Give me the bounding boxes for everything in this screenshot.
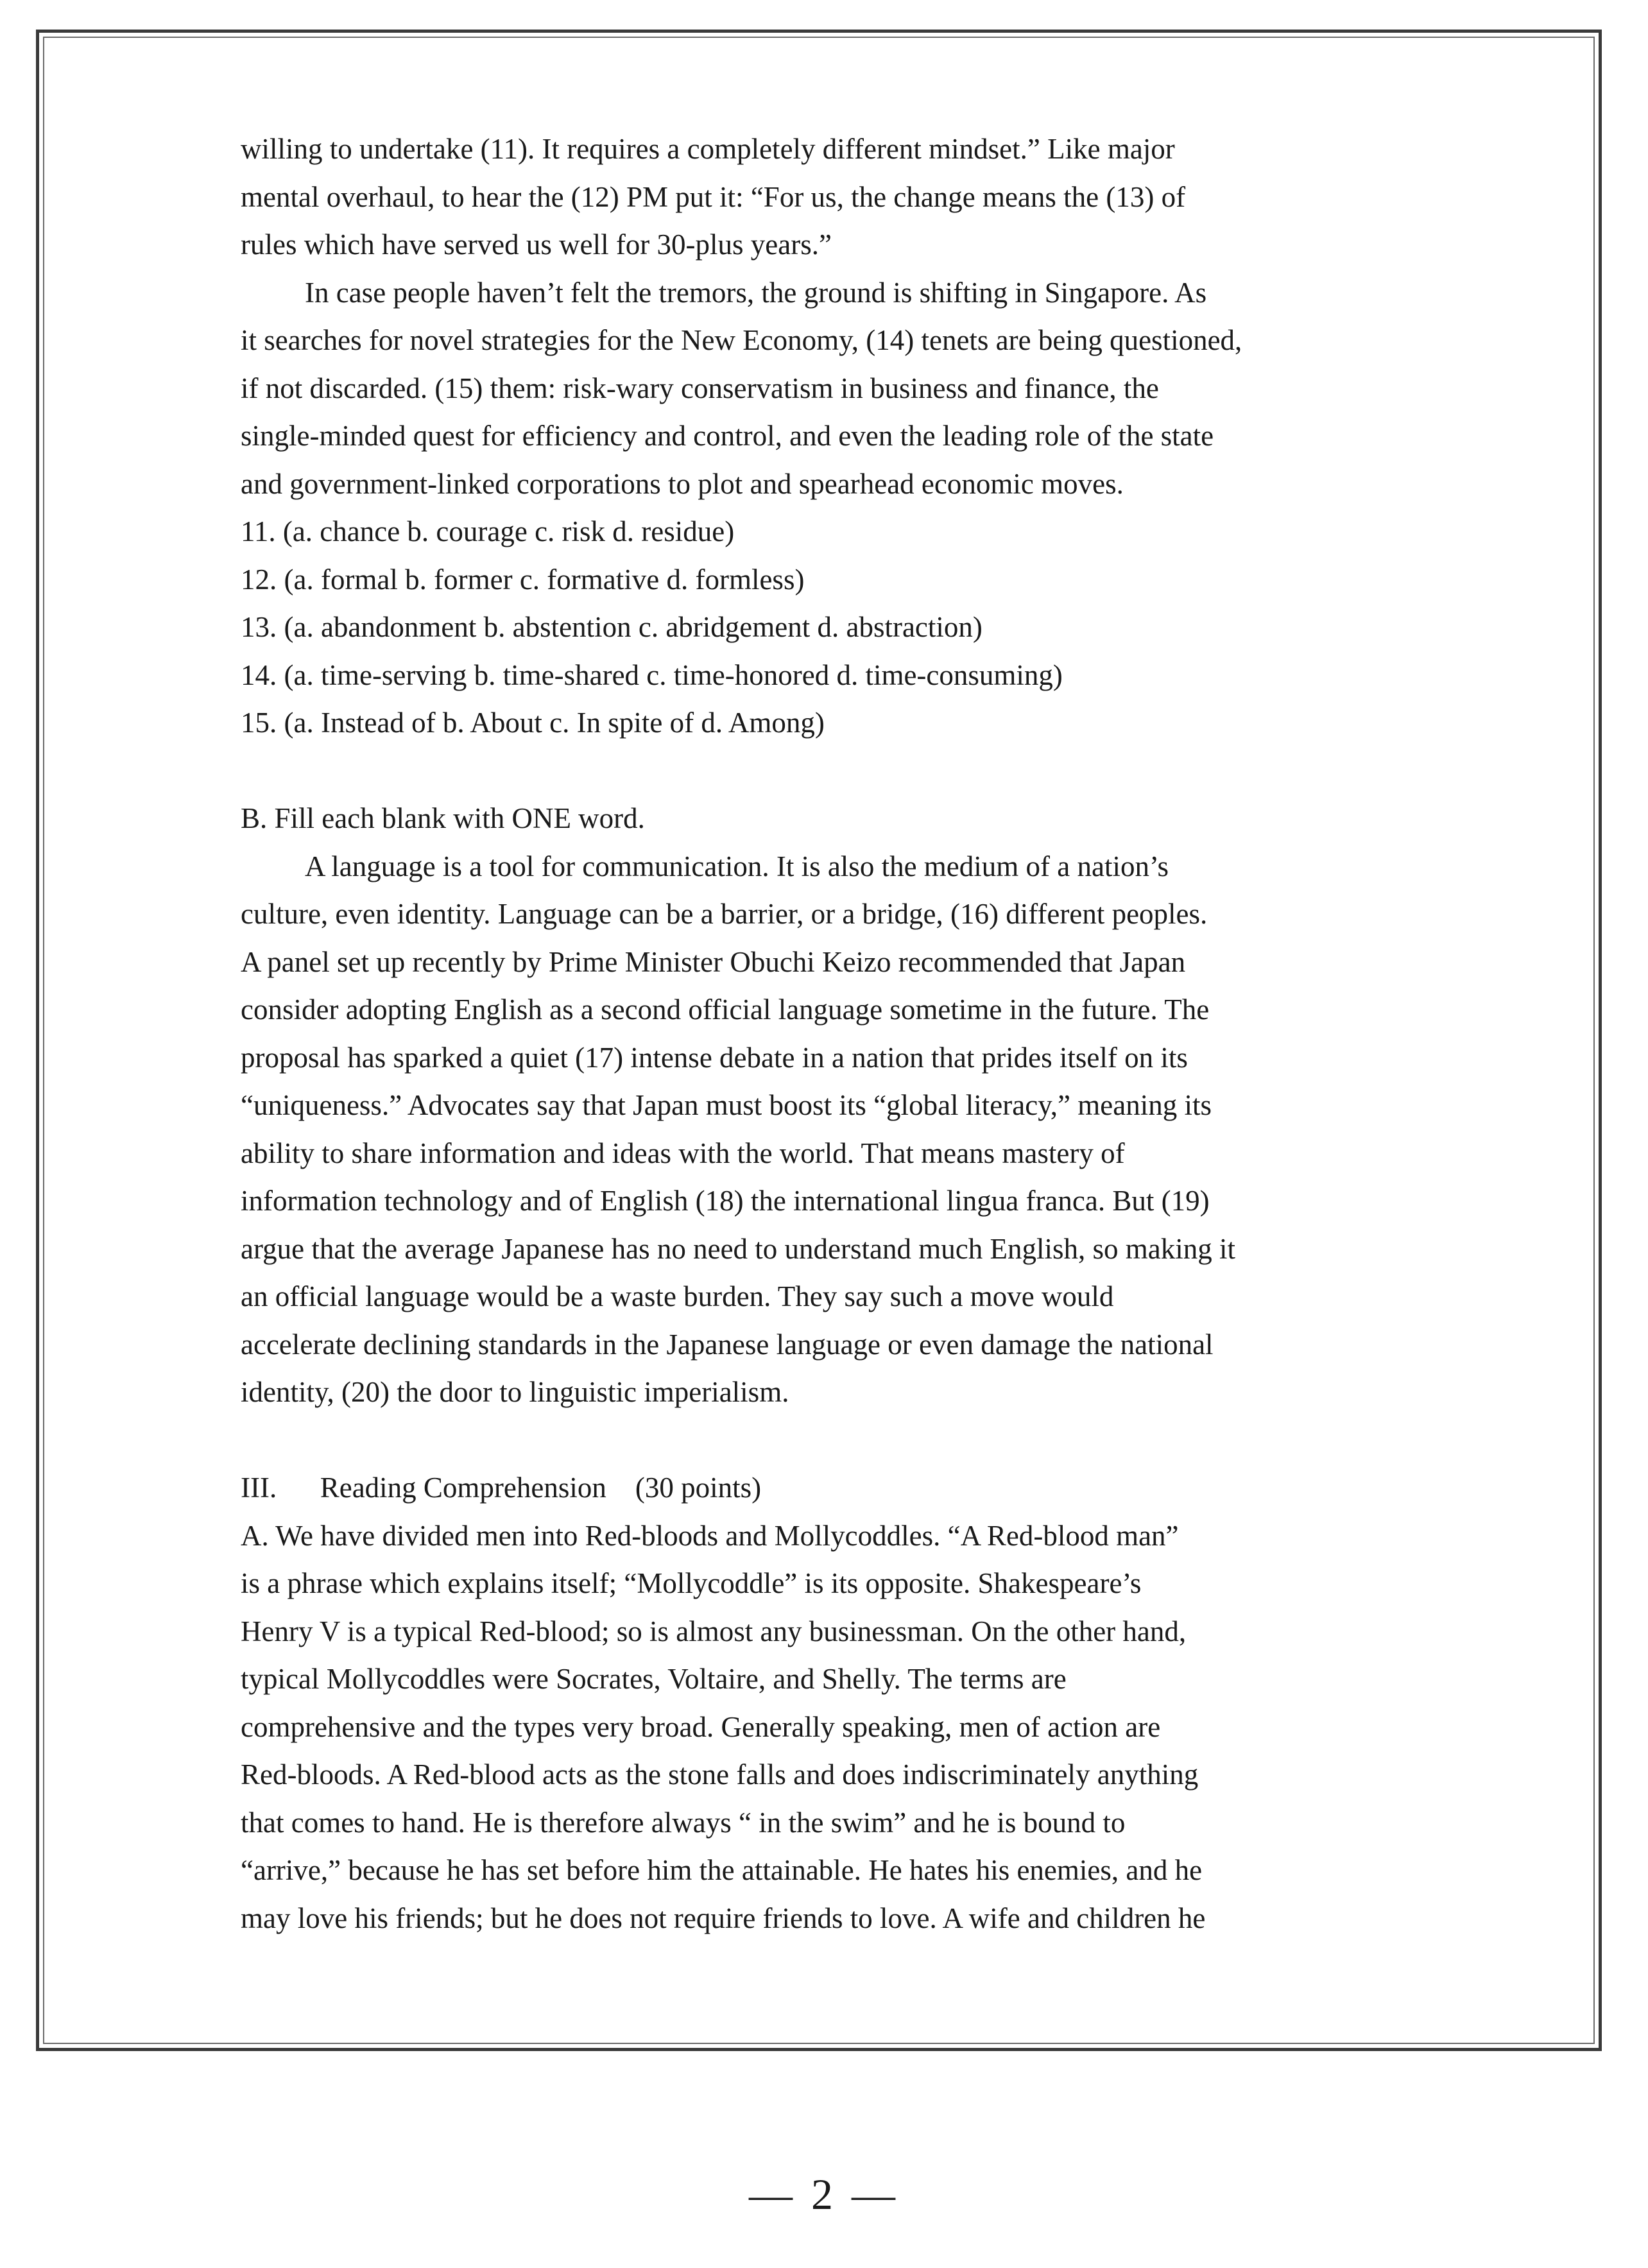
section-iii (241, 1464, 1383, 1942)
option-row-13: 13. (a. abandonment b. abstention c. abridgement d. abstraction) (241, 611, 983, 643)
text-line: an official language would be a waste burden. They say such a move would (241, 1280, 1114, 1312)
text-line: that comes to hand. He is therefore always “ in the swim” and he is bound to (241, 1806, 1126, 1839)
text-line: consider adopting English as a second official language sometime in the future. The (241, 993, 1210, 1026)
text-line: willing to undertake (11). It requires a completely different mindset.” Like major (241, 133, 1175, 165)
section-iii-heading: III. Reading Comprehension (30 points) (241, 1472, 762, 1504)
option-row-12: 12. (a. formal b. former c. formative d. formless) (241, 563, 805, 596)
text-line: single-minded quest for efficiency and control, and even the leading role of the state (241, 420, 1214, 452)
part-b (241, 795, 1383, 1416)
text-line: “uniqueness.” Advocates say that Japan must boost its “global literacy,” meaning its (241, 1089, 1212, 1121)
text-line: In case people haven’t felt the tremors, the ground is shifting in Singapore. As (305, 276, 1207, 309)
answer-options (241, 508, 1383, 747)
text-line: ability to share information and ideas with the world. That means mastery of (241, 1137, 1125, 1169)
part-b-heading: B. Fill each blank with ONE word. (241, 802, 645, 834)
text-line: it searches for novel strategies for the New Economy, (14) tenets are being questioned, (241, 324, 1242, 356)
text-line: if not discarded. (15) them: risk-wary conservatism in business and finance, the (241, 372, 1159, 404)
spacer (241, 747, 1383, 795)
text-line: “arrive,” because he has set before him the attainable. He hates his enemies, and he (241, 1854, 1203, 1886)
option-row-15: 15. (a. Instead of b. About c. In spite of d. Among) (241, 707, 825, 739)
text-line: A language is a tool for communication. It is also the medium of a nation’s (305, 850, 1169, 882)
text-line: A. We have divided men into Red-bloods and Mollycoddles. “A Red-blood man” (241, 1519, 1179, 1552)
text-line: mental overhaul, to hear the (12) PM put it: “For us, the change means the (13) of (241, 180, 1186, 213)
text-line: proposal has sparked a quiet (17) intense debate in a nation that prides itself on its (241, 1041, 1188, 1074)
page-content (241, 125, 1383, 1942)
text-line: may love his friends; but he does not require friends to love. A wife and children he (241, 1902, 1206, 1934)
part-a-continuation (241, 125, 1383, 747)
text-line: typical Mollycoddles were Socrates, Voltaire, and Shelly. The terms are (241, 1663, 1067, 1695)
text-line: is a phrase which explains itself; “Mollycoddle” is its opposite. Shakespeare’s (241, 1567, 1142, 1599)
text-line: Henry V is a typical Red-blood; so is almost any businessman. On the other hand, (241, 1615, 1187, 1647)
text-line: argue that the average Japanese has no need to understand much English, so making it (241, 1232, 1235, 1265)
text-line: culture, even identity. Language can be a barrier, or a bridge, (16) different peoples. (241, 898, 1208, 930)
text-line: accelerate declining standards in the Japanese language or even damage the national (241, 1328, 1214, 1361)
text-line: Red-bloods. A Red-blood acts as the stone falls and does indiscriminately anything (241, 1758, 1199, 1791)
text-line: A panel set up recently by Prime Minister Obuchi Keizo recommended that Japan (241, 945, 1186, 978)
text-line: identity, (20) the door to linguistic imperialism. (241, 1376, 789, 1408)
text-line: information technology and of English (18) the international lingua franca. But (19) (241, 1185, 1210, 1217)
option-row-11: 11. (a. chance b. courage c. risk d. residue) (241, 515, 735, 547)
spacer (241, 1416, 1383, 1465)
page-number: — 2 — (749, 2170, 899, 2219)
text-line: rules which have served us well for 30-plus years.” (241, 228, 832, 261)
text-line: and government-linked corporations to plot and spearhead economic moves. (241, 467, 1124, 500)
text-line: comprehensive and the types very broad. Generally speaking, men of action are (241, 1710, 1161, 1743)
option-row-14: 14. (a. time-serving b. time-shared c. time-honored d. time-consuming) (241, 658, 1063, 691)
